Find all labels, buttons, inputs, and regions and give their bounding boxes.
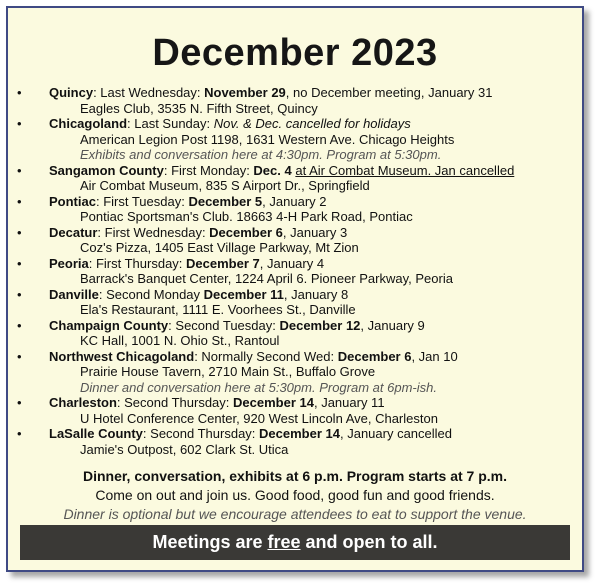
meeting-name: Northwest Chicagoland [49, 348, 195, 364]
meeting-name: Danville [49, 286, 99, 302]
meeting-line [49, 85, 582, 101]
bullet-icon: • [17, 255, 22, 271]
meeting-extra: , January 11 [313, 395, 385, 410]
meeting-date: December 12 [279, 317, 361, 333]
meeting-extra: , Jan 10 [411, 348, 458, 364]
meeting-extra: , January 3 [282, 224, 348, 240]
meeting-schedule: : Last Wednesday: [93, 85, 205, 100]
meeting-name: Pontiac [49, 193, 96, 209]
meeting-name: Champaign County [49, 317, 169, 333]
footer-dinner-note: Dinner is optional but we encourage attendees to eat to support the venue. [63, 506, 527, 522]
meeting-date: December 14 [259, 426, 340, 441]
free-banner [20, 525, 570, 560]
meeting-name: Charleston [49, 395, 117, 410]
meeting-extra: , January 9 [360, 317, 425, 333]
meeting-date: Nov. & Dec. cancelled for holidays [213, 116, 411, 131]
meeting-name: Peoria [49, 255, 89, 271]
meeting-line [49, 163, 582, 179]
meeting-line [49, 395, 582, 411]
meeting-line [49, 318, 582, 334]
meeting-schedule: : Last Sunday: [127, 116, 214, 131]
meeting-extra: , January 8 [283, 286, 349, 302]
meeting-date: December 5 [188, 193, 263, 209]
meeting-item [8, 116, 582, 163]
meeting-item [8, 395, 582, 426]
bullet-icon: • [17, 286, 22, 302]
page-title: December 2023 [152, 32, 438, 74]
meeting-name: Chicagoland [49, 116, 128, 131]
meeting-venue: Pontiac Sportsman's Club. 18663 4-H Park Road, Pontiac [80, 209, 413, 224]
meeting-schedule: : Second Thursday: [142, 426, 260, 441]
meeting-item [8, 194, 582, 225]
meeting-venue: Coz's Pizza, 1405 East Village Parkway, Mt Zion [80, 240, 359, 255]
meeting-item [8, 163, 582, 194]
bullet-icon: • [17, 193, 22, 209]
meeting-schedule: : Second Tuesday: [168, 317, 280, 333]
bullet-icon: • [17, 162, 22, 178]
banner-free: free [267, 532, 301, 552]
meeting-date: December 11 [203, 286, 284, 302]
meeting-venue: Eagles Club, 3535 N. Fifth Street, Quincy [80, 100, 318, 116]
bullet-icon: • [17, 317, 22, 333]
meeting-line [49, 287, 582, 303]
meeting-venue: Jamie's Outpost, 602 Clark St. Utica [80, 441, 289, 457]
meeting-date: December 6 [209, 224, 283, 240]
bullet-icon: • [17, 224, 22, 240]
bullet-icon: • [17, 116, 22, 131]
meeting-date: December 14 [233, 395, 314, 410]
meeting-line [49, 194, 582, 210]
meeting-line [49, 116, 582, 132]
bullet-icon: • [17, 85, 22, 100]
meeting-item [8, 426, 582, 457]
meeting-venue: U Hotel Conference Center, 920 West Lincoln Ave, Charleston [80, 410, 438, 426]
meeting-schedule: : First Wednesday: [97, 224, 210, 240]
footer-invite: Come on out and join us. Good food, good fun and good friends. [95, 487, 495, 503]
meeting-schedule: : First Tuesday: [95, 193, 189, 209]
meeting-name: Quincy [49, 85, 94, 100]
bullet-icon: • [17, 395, 22, 410]
meeting-note: Exhibits and conversation here at 4:30pm. Program at 5:30pm. [80, 147, 442, 162]
meeting-venue: KC Hall, 1001 N. Ohio St., Rantoul [80, 333, 280, 348]
meeting-date: December 7 [186, 255, 260, 271]
meeting-date: November 29 [204, 85, 286, 100]
meeting-extra: , January cancelled [339, 426, 452, 441]
meeting-schedule: : Second Monday [98, 286, 204, 302]
bullet-icon: • [17, 426, 22, 441]
meeting-venue: Barrack's Banquet Center, 1224 April 6. Pioneer Parkway, Peoria [80, 271, 453, 286]
meeting-schedule: : First Monday: [163, 162, 254, 178]
meeting-item [8, 225, 582, 256]
meeting-list [8, 85, 582, 457]
meeting-name: Sangamon County [49, 162, 164, 178]
bullet-icon: • [17, 348, 22, 364]
meeting-venue: Ela's Restaurant, 1111 E. Voorhees St., Danville [80, 302, 356, 317]
footer-times: Dinner, conversation, exhibits at 6 p.m. Program starts at 7 p.m. [82, 468, 507, 484]
meeting-extra: , no December meeting, January 31 [285, 85, 493, 100]
meeting-line [49, 256, 582, 272]
meeting-extra: , January 2 [262, 193, 327, 209]
meeting-name: LaSalle County [49, 426, 143, 441]
meeting-note: Dinner and conversation here at 5:30pm. Program at 6pm-ish. [80, 379, 437, 395]
schedule-card [6, 6, 584, 572]
footer [8, 467, 582, 524]
meeting-schedule: : Normally Second Wed: [194, 348, 338, 364]
meeting-line [49, 349, 582, 365]
meeting-item [8, 318, 582, 349]
meeting-item [8, 256, 582, 287]
meeting-venue: American Legion Post 1198, 1631 Western Ave. Chicago Heights [80, 131, 455, 147]
meeting-item [8, 349, 582, 396]
meeting-venue: Air Combat Museum, 835 S Airport Dr., Springfield [80, 178, 370, 193]
meeting-name: Decatur [49, 224, 98, 240]
meeting-location-note: at Air Combat Museum. Jan cancelled [295, 162, 515, 178]
meeting-extra: , January 4 [259, 255, 325, 271]
meeting-date: December 6 [337, 348, 412, 364]
meeting-schedule: : First Thursday: [88, 255, 187, 271]
meeting-item [8, 287, 582, 318]
meeting-item [8, 85, 582, 116]
meeting-line [49, 426, 582, 442]
meeting-venue: Prairie House Tavern, 2710 Main St., Buffalo Grove [80, 364, 376, 379]
meeting-date: Dec. 4 [253, 162, 292, 178]
banner-pre: Meetings are [152, 532, 263, 552]
banner-post: and open to all. [305, 532, 438, 552]
meeting-line [49, 225, 582, 241]
meeting-schedule: : Second Thursday: [116, 395, 234, 410]
